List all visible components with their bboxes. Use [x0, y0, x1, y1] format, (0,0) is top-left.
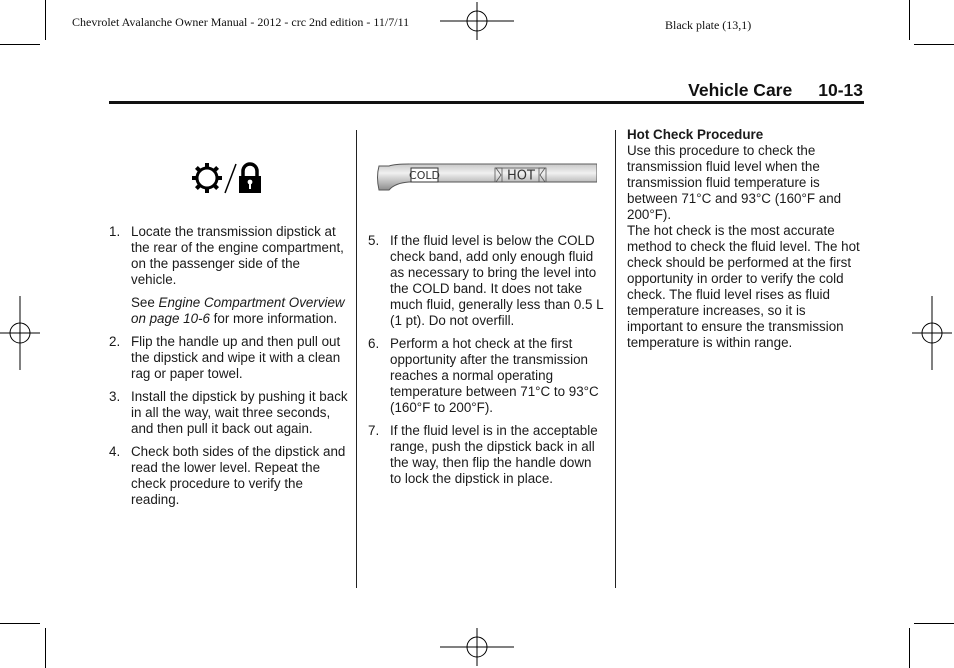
- registration-mark-right: [912, 296, 952, 370]
- crop-mark: [909, 628, 910, 668]
- crop-mark: [914, 623, 954, 624]
- registration-mark-top: [440, 2, 514, 40]
- cross-reference: See Engine Compartment Overview on page 10-6 for more information.: [131, 295, 345, 326]
- page-number: 10-13: [818, 80, 863, 100]
- crop-mark: [0, 44, 40, 45]
- crop-mark: [0, 623, 40, 624]
- header-rule: [109, 101, 864, 104]
- gear-icon: [192, 163, 222, 193]
- list-item: 4. Check both sides of the dipstick and read the lower level. Repeat the check procedure to verify the reading.: [109, 444, 346, 507]
- registration-mark-left: [0, 296, 40, 370]
- plate-label: Black plate (13,1): [665, 18, 752, 32]
- registration-mark-bottom: [440, 628, 514, 666]
- list-item: 3. Install the dipstick by pushing it back in all the way, wait three seconds, and then pull it back out again.: [109, 389, 348, 436]
- dipstick-illustration: [375, 160, 597, 194]
- paragraph: The hot check is the most accurate method to check the fluid level. The hot check should be performed at the first opportunity in order to verify the cold check. The fluid level rises as fluid temperature increases, so it is important to ensure the transmission temperature is within range.: [627, 223, 860, 350]
- hot-band-label: HOT: [507, 168, 535, 184]
- column-3: [627, 127, 864, 351]
- crop-mark: [914, 44, 954, 45]
- list-item: 6. Perform a hot check at the first opportunity after the transmission reaches a normal operating temperature between 71°C to 93°C (160°F to 200°F).: [368, 336, 599, 415]
- gear-lock-icon: [192, 158, 264, 198]
- subsection-heading: Hot Check Procedure: [627, 127, 764, 142]
- column-divider: [615, 130, 616, 588]
- crop-mark: [45, 628, 46, 668]
- print-header: Chevrolet Avalanche Owner Manual - 2012 - crc 2nd edition - 11/7/11: [72, 15, 410, 29]
- column-1: [109, 224, 349, 515]
- list-item: 1. Locate the transmission dipstick at the rear of the engine compartment, on the passenger side of the vehicle.: [109, 224, 344, 287]
- crop-mark: [909, 0, 910, 40]
- crop-mark: [45, 0, 46, 40]
- list-item: 2. Flip the handle up and then pull out the dipstick and wipe it with a clean rag or paper towel.: [109, 334, 341, 381]
- section-title: [600, 80, 863, 101]
- list-item: 7. If the fluid level is in the acceptable range, push the dipstick back in all the way, then flip the handle down to lock the dipstick in place.: [368, 423, 598, 486]
- column-2: [368, 233, 604, 494]
- cross-reference-link[interactable]: Engine Compartment Overview on page 10-6: [131, 295, 345, 326]
- cold-band-label: COLD: [409, 169, 440, 182]
- list-item: 5. If the fluid level is below the COLD check band, add only enough fluid as necessary to bring the level into the COLD band. It does not take much fluid, generally less than 0.5 L (1 pt). Do not overfill.: [368, 233, 604, 328]
- lock-icon: [239, 164, 261, 193]
- slash-divider: [225, 164, 236, 193]
- section-name: Vehicle Care: [688, 80, 793, 100]
- column-divider: [356, 130, 357, 588]
- paragraph: Use this procedure to check the transmission fluid level when the transmission fluid temperature is between 71°C and 93°C (160°F and 200°F).: [627, 143, 842, 222]
